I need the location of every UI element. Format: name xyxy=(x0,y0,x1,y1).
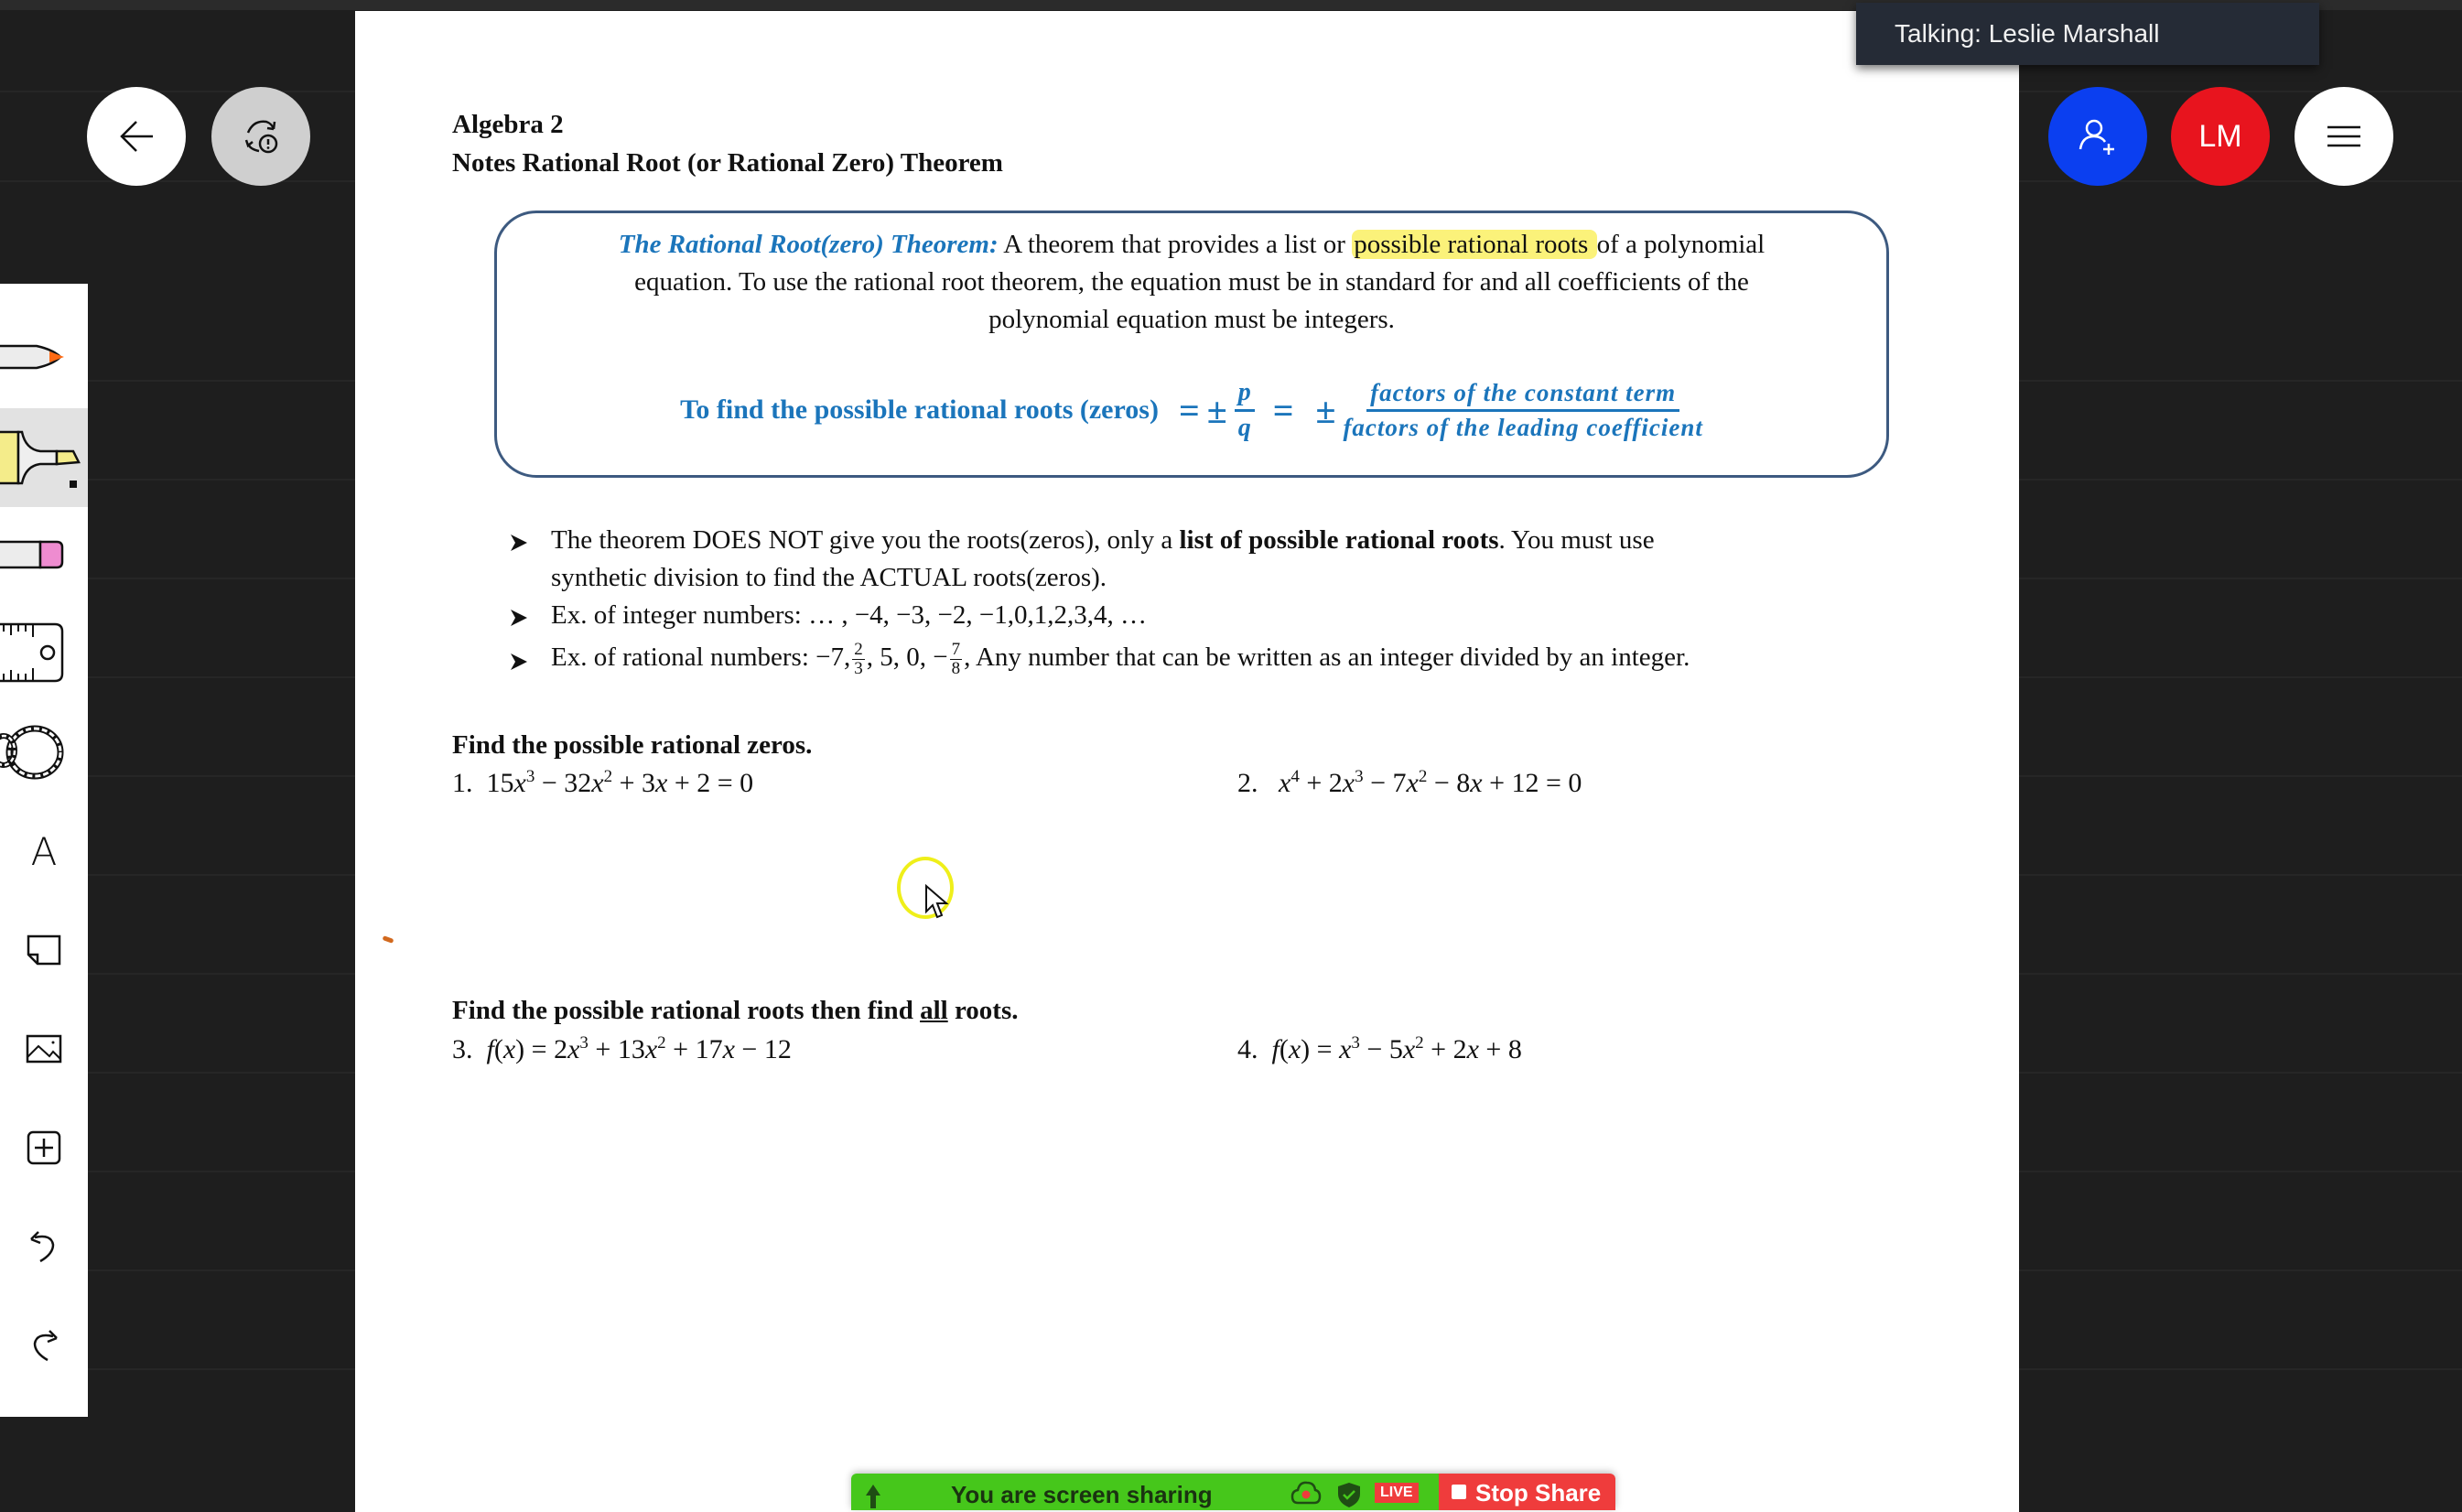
fraction-seven-eighths xyxy=(950,641,963,678)
problem-number: 4. xyxy=(1237,1034,1258,1064)
bullet-text-part: , 5, 0, − xyxy=(866,643,948,673)
section-heading xyxy=(452,996,1019,1026)
fraction-two-thirds xyxy=(852,641,865,678)
redo-icon xyxy=(27,1327,60,1364)
back-button[interactable] xyxy=(87,87,186,186)
heading-text: Find the possible rational roots then find xyxy=(452,996,921,1025)
highlighter-tool[interactable] xyxy=(0,408,88,507)
sync-alert-icon xyxy=(241,116,281,157)
bold-text: list of possible rational roots xyxy=(1179,525,1499,555)
drag-handle-icon[interactable] xyxy=(864,1483,882,1508)
image-tool[interactable] xyxy=(0,1001,88,1096)
text-icon: A xyxy=(30,828,58,874)
p-over-q-fraction xyxy=(1235,378,1255,443)
person-add-icon xyxy=(2078,116,2118,157)
hamburger-menu-icon xyxy=(2326,124,2362,149)
text-tool[interactable] xyxy=(0,804,88,899)
eraser-icon xyxy=(0,527,88,582)
fraction-denominator: 8 xyxy=(951,659,961,678)
talking-indicator: Talking: Leslie Marshall xyxy=(1856,3,2319,65)
problem-number: 3. xyxy=(452,1034,473,1064)
course-title: Algebra 2 xyxy=(452,110,564,139)
theorem-definition-line-3: polynomial equation must be integers. xyxy=(988,305,1395,334)
problem-equation: $15x^3 - 32x^2 + 3x + 2 = 0$ xyxy=(480,767,754,798)
stop-share-button[interactable] xyxy=(1439,1474,1615,1510)
definition-text: of a polynomial xyxy=(1596,230,1766,259)
stop-icon xyxy=(1452,1485,1466,1499)
whiteboard-page[interactable] xyxy=(355,11,2019,1512)
stop-share-label: Stop Share xyxy=(1475,1479,1602,1507)
plus-minus-sign: ± xyxy=(1206,389,1227,431)
live-badge: LIVE xyxy=(1375,1483,1419,1503)
theorem-name: The Rational Root(zero) Theorem: xyxy=(618,230,999,259)
bullet-text xyxy=(551,525,1655,556)
rational-root-formula xyxy=(497,369,1886,451)
cloud-recording-icon[interactable] xyxy=(1290,1479,1322,1507)
theorem-definition-line-2: equation. To use the rational root theorem, the equation must be in standard for and all coefficients of the xyxy=(634,267,1749,297)
tool-palette xyxy=(0,284,88,1417)
screen-share-bar xyxy=(851,1474,1615,1510)
undo-button[interactable] xyxy=(0,1199,88,1294)
add-tool[interactable] xyxy=(0,1100,88,1195)
eraser-tool[interactable] xyxy=(0,507,88,602)
fraction-denominator: q xyxy=(1237,413,1251,442)
image-icon xyxy=(26,1033,62,1064)
main-menu-button[interactable] xyxy=(2295,87,2393,186)
section-heading: Find the possible rational zeros. xyxy=(452,730,813,760)
fraction-denominator: 3 xyxy=(854,659,863,678)
problem-equation: $x^4 + 2x^3 - 7x^2 - 8x + 12 = 0$ xyxy=(1279,767,1582,798)
problem-4 xyxy=(1237,1033,1522,1065)
ruler-icon xyxy=(0,617,88,690)
sticky-note-tool[interactable] xyxy=(0,902,88,998)
plus-minus-sign: ± xyxy=(1315,389,1336,431)
problem-equation: $f(x) = x^3 - 5x^2 + 2x + 8$ xyxy=(1271,1033,1522,1064)
fraction-numerator: factors of the constant term xyxy=(1366,379,1679,412)
lasso-tool[interactable] xyxy=(0,705,88,800)
arrowhead-bullet-icon xyxy=(509,533,529,553)
user-avatar-button[interactable]: LM xyxy=(2171,87,2270,186)
bullet-text: synthetic division to find the ACTUAL roots(zeros). xyxy=(551,563,1107,592)
arrow-left-icon xyxy=(118,120,155,153)
bullet-text: Ex. of integer numbers: … , −4, −3, −2, −1,0,1,2,3,4, … xyxy=(551,600,1147,630)
problem-3 xyxy=(452,1033,792,1065)
pen-icon xyxy=(0,329,88,384)
bullet-text-part: Ex. of rational numbers: −7, xyxy=(551,643,851,673)
equals-sign: = xyxy=(1272,389,1294,431)
screen-sharing-status: You are screen sharing xyxy=(951,1481,1213,1508)
theorem-box xyxy=(494,211,1889,478)
arrowhead-bullet-icon xyxy=(509,608,529,628)
problem-1 xyxy=(452,767,753,799)
problem-number: 2. xyxy=(1237,768,1258,798)
invite-participants-button[interactable] xyxy=(2048,87,2147,186)
bullet-text-part: , Any number that can be written as an integer divided by an integer. xyxy=(964,643,1690,673)
fraction-numerator: 2 xyxy=(854,640,863,659)
pen-tool[interactable] xyxy=(0,309,88,405)
equals-sign: = xyxy=(1178,389,1200,431)
heading-text: roots. xyxy=(947,996,1019,1025)
document-title: Notes Rational Root (or Rational Zero) Theorem xyxy=(452,148,1003,178)
formula-lead-text: To find the possible rational roots (zeros) xyxy=(680,394,1159,425)
theorem-definition-line-1 xyxy=(497,230,1886,260)
highlighter-icon xyxy=(0,416,88,499)
redo-button[interactable] xyxy=(0,1298,88,1393)
fraction-numerator: p xyxy=(1235,378,1255,412)
bullet-text xyxy=(551,641,1690,678)
arrowhead-bullet-icon xyxy=(509,652,529,672)
fraction-denominator: factors of the leading coefficient xyxy=(1343,413,1703,441)
problem-number: 1. xyxy=(452,768,473,798)
sticky-note-icon xyxy=(26,934,62,967)
share-status-area[interactable] xyxy=(851,1474,1439,1510)
fraction-numerator: 7 xyxy=(951,640,961,659)
problem-equation: $f(x) = 2x^3 + 13x^2 + 17x - 12$ xyxy=(486,1033,792,1064)
bullet-text-part: . You must use xyxy=(1498,525,1655,555)
bullet-text-part: The theorem DOES NOT give you the roots(zeros), only a xyxy=(551,525,1180,555)
factors-fraction xyxy=(1343,379,1702,442)
ruler-tool[interactable] xyxy=(0,606,88,701)
underlined-text: all xyxy=(920,996,948,1025)
sync-history-button[interactable] xyxy=(211,87,310,186)
highlighted-text: possible rational roots xyxy=(1354,230,1595,259)
lasso-icon xyxy=(0,716,88,789)
undo-icon xyxy=(27,1228,60,1265)
add-box-icon xyxy=(26,1129,62,1166)
problem-2 xyxy=(1237,767,1582,799)
mouse-cursor-icon xyxy=(924,884,950,921)
security-shield-icon[interactable] xyxy=(1336,1481,1362,1508)
definition-text: A theorem that provides a list or xyxy=(998,230,1353,259)
